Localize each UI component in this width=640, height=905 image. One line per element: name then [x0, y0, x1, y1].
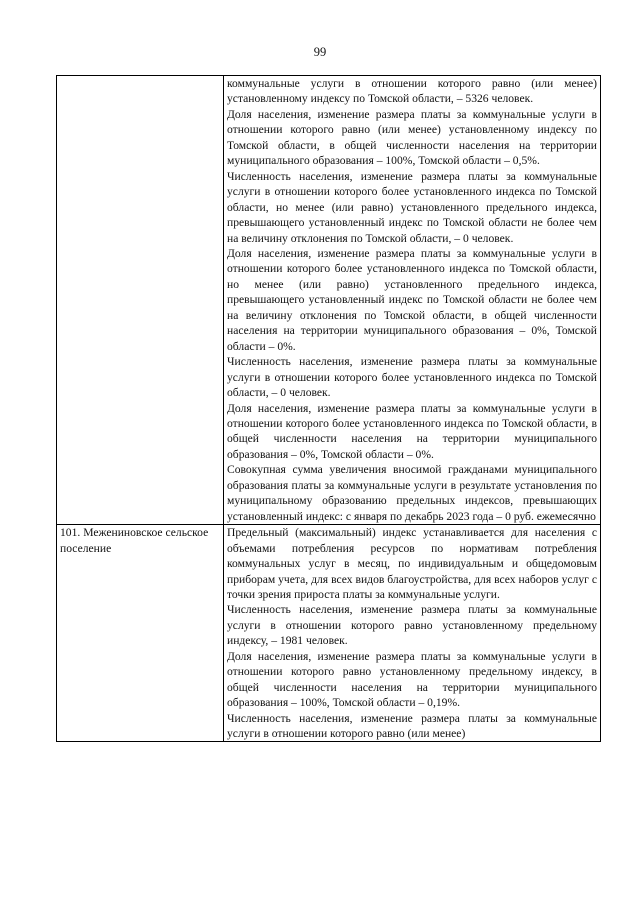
paragraph: Доля населения, изменение размера платы за коммунальные услуги в отношении которого более установленного индекса по Томской области, в общей численности населения на территории муниципального образования – 0%, Томской области – 0%. — [227, 401, 597, 461]
page-number: 99 — [313, 45, 327, 59]
description-cell — [224, 525, 601, 742]
paragraph: Доля населения, изменение размера платы за коммунальные услуги в отношении которого равно (или менее) установленному индексу по Томской области, в общей численности населения на территории муниципального образования – 100%, Томской области – 0,5%. — [227, 107, 597, 168]
paragraph: Численность населения, изменение размера платы за коммунальные услуги в отношении которого равно (или менее) — [227, 711, 597, 741]
indices-table — [56, 75, 601, 742]
paragraph: Предельный (максимальный) индекс устанавливается для населения с объемами потребления ресурсов по нормативам потребления коммунальных услуг в месяц, по индивидуальным и общедомовым приборам учета, для всех видов благоустройства, для всех наборов услуг с точки зрения прироста платы за коммунальные услуги. — [227, 526, 597, 601]
paragraph: Совокупная сумма увеличения вносимой гражданами муниципального образования платы за коммунальные услуги в результате установления по муниципальному образованию предельных индексов, превышающих установленный индекс: с января по декабрь 2023 года – 0 руб. ежемесячно — [227, 463, 597, 523]
table-row — [57, 76, 601, 525]
description-cell — [224, 76, 601, 525]
paragraph: Доля населения, изменение размера платы за коммунальные услуги в отношении которого более установленного индекса по Томской области, но менее (или равно) установленного предельного индекса, превышающего установленный индекс по Томской области не более чем на величину отклонения по Томской области, в общей численности населения на территории муниципального образования – 0%, Томской области – 0%. — [227, 246, 597, 353]
paragraph: Численность населения, изменение размера платы за коммунальные услуги в отношении которого более установленного индекса по Томской области, но менее (или равно) установленного предельного индекса, превышающего установленный индекс по Томской области не более чем на величину отклонения по Томской области, – 0 человек. — [227, 169, 597, 245]
municipality-cell — [57, 76, 224, 525]
municipality-label: 101. Межениновское сельское поселение — [60, 526, 209, 555]
municipality-cell — [57, 525, 224, 742]
paragraph: Численность населения, изменение размера платы за коммунальные услуги в отношении которого более установленного индекса по Томской области, – 0 человек. — [227, 355, 597, 400]
paragraph: Доля населения, изменение размера платы за коммунальные услуги в отношении которого равно установленному предельному индексу, в общей численности населения на территории муниципального образования – 100%, Томской области – 0,19%. — [227, 649, 597, 710]
table-row — [57, 525, 601, 742]
paragraph: Численность населения, изменение размера платы за коммунальные услуги в отношении которого равно установленному предельному индексу, – 1981 человек. — [227, 603, 597, 648]
paragraph: коммунальные услуги в отношении которого равно (или менее) установленному индексу по Томской области, – 5326 человек. — [227, 77, 597, 106]
